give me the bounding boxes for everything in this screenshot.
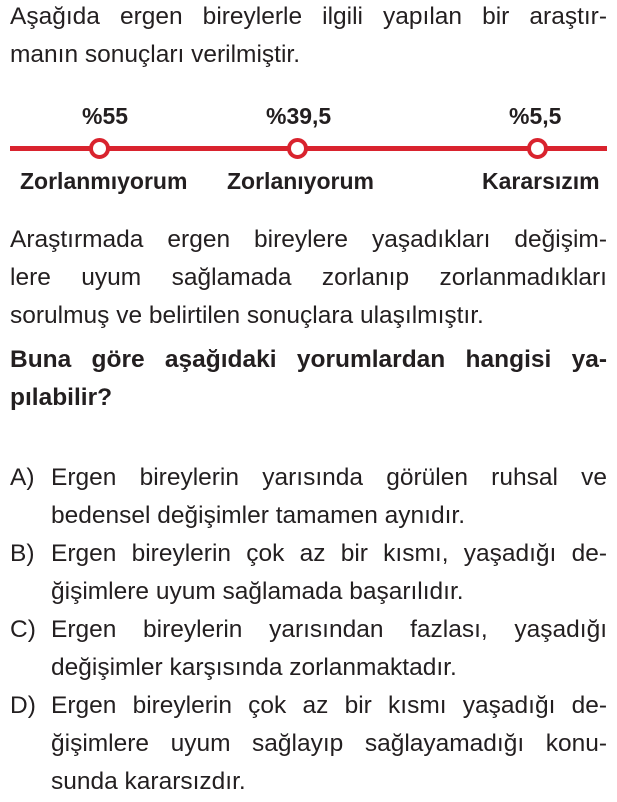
percent-label-kararsizim: %5,5 xyxy=(509,103,562,129)
intro-line-1: Aşağıda ergen bireylerle ilgili yapılan bir araştır- xyxy=(10,3,607,30)
option-c-line-2: değişimler karşısında zorlanmaktadır. xyxy=(51,654,457,681)
option-c-line-1: Ergen bireylerin yarısından fazlası, yaşadığı xyxy=(51,616,607,643)
percent-label-zorlaniyorum: %39,5 xyxy=(266,103,332,129)
option-a-line-1: Ergen bireylerin yarısında görülen ruhsal ve xyxy=(51,464,607,491)
option-a-line-2: bedensel değişimler tamamen aynıdır. xyxy=(51,502,465,529)
question-line-2: pılabilir? xyxy=(10,384,113,411)
timeline-node-zorlanmiyorum xyxy=(89,138,110,159)
option-a-letter: A) xyxy=(10,464,35,491)
timeline-label-zorlaniyorum: Zorlanıyorum xyxy=(227,168,374,194)
percent-label-zorlanmiyorum: %55 xyxy=(82,103,129,129)
timeline-node-zorlaniyorum xyxy=(287,138,308,159)
timeline-node-kararsizim xyxy=(527,138,548,159)
paragraph-line-3: sorulmuş ve belirtilen sonuçlara ulaşılmıştır. xyxy=(10,302,484,329)
option-c-letter: C) xyxy=(10,616,36,643)
option-d-line-3: sunda kararsızdır. xyxy=(51,768,246,795)
option-b-line-2: ğişimlere uyum sağlamada başarılıdır. xyxy=(51,578,464,605)
option-b-letter: B) xyxy=(10,540,35,567)
timeline-label-kararsizim: Kararsızım xyxy=(482,168,600,194)
option-b-line-1: Ergen bireylerin çok az bir kısmı, yaşadığı de- xyxy=(51,540,607,567)
option-d-line-2: ğişimlere uyum sağlayıp sağlayamadığı konu- xyxy=(51,730,607,757)
timeline-label-zorlanmiyorum: Zorlanmıyorum xyxy=(20,168,188,194)
paragraph-line-2: lere uyum sağlamada zorlanıp zorlanmadıkları xyxy=(10,264,607,291)
intro-line-2: manın sonuçları verilmiştir. xyxy=(10,41,301,68)
option-d-letter: D) xyxy=(10,692,36,719)
question-line-1: Buna göre aşağıdaki yorumlardan hangisi ya- xyxy=(10,346,607,373)
paragraph-line-1: Araştırmada ergen bireylere yaşadıkları değişim- xyxy=(10,226,607,253)
option-d-line-1: Ergen bireylerin çok az bir kısmı yaşadığı de- xyxy=(51,692,607,719)
